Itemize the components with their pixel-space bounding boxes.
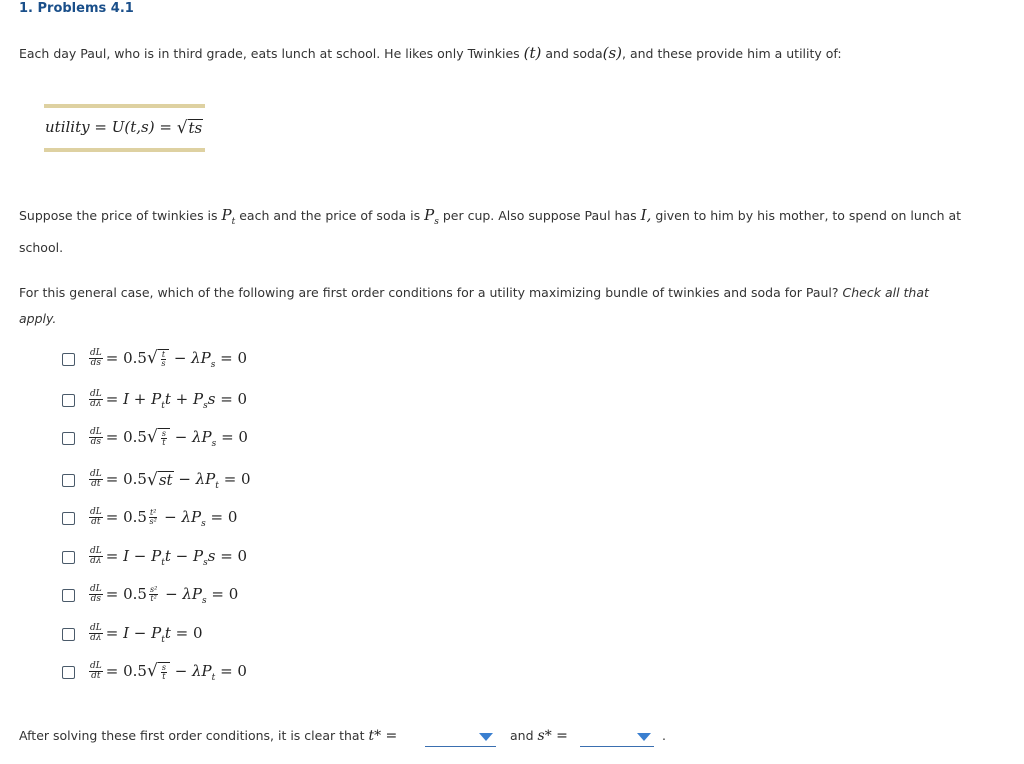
option-checkbox[interactable] bbox=[62, 432, 75, 445]
option-checkbox[interactable] bbox=[62, 551, 75, 564]
chevron-down-icon bbox=[637, 733, 651, 741]
option-label: $\frac{dL}{d\lambda}$ = $I - P_tt = 0$ bbox=[90, 623, 203, 645]
t-star-label: t* = bbox=[368, 728, 398, 744]
price-paragraph bbox=[19, 202, 1014, 261]
s-star-label: s* = bbox=[537, 728, 568, 744]
price-text-2: each and the price of soda is bbox=[239, 208, 421, 223]
option-label: $\frac{dL}{ds}$ = 0.5 $\frac{\text{s²}}{\text{t²}}$ − $\lambda P_s = 0$ bbox=[90, 584, 239, 606]
problem-heading: 1. Problems 4.1 bbox=[19, 1, 134, 16]
t-star-dropdown[interactable] bbox=[425, 728, 496, 747]
option-label: $\frac{dL}{ds}$ = 0.5 √ $\frac{s}{t}$ − $\lambda P_s = 0$ bbox=[90, 427, 248, 449]
option-label: $\frac{dL}{ds}$ = 0.5 √ $\frac{t}{s}$ − $\lambda P_s = 0$ bbox=[90, 348, 248, 370]
question-instruction-2: apply. bbox=[19, 311, 57, 326]
option-7[interactable] bbox=[62, 582, 238, 608]
option-label: $\frac{dL}{dt}$ = 0.5 √ st − $\lambda P_t = 0$ bbox=[90, 469, 251, 491]
intro-paragraph bbox=[19, 44, 842, 62]
conclusion-text: After solving these first order conditions, it is clear that bbox=[19, 728, 365, 743]
question-text: For this general case, which of the following are first order conditions for a utility maximizing bundle of twinkies and soda for Paul? bbox=[19, 285, 839, 300]
option-1[interactable] bbox=[62, 346, 247, 372]
utility-equation-render: utility = U(t,s) = √ ts bbox=[45, 118, 203, 138]
option-label: $\frac{dL}{dt}$ = 0.5 √ $\frac{s}{t}$ − $\lambda P_t = 0$ bbox=[90, 661, 247, 683]
question-paragraph bbox=[19, 280, 1009, 332]
option-checkbox[interactable] bbox=[62, 512, 75, 525]
price-text-1: Suppose the price of twinkies is bbox=[19, 208, 218, 223]
chevron-down-icon bbox=[479, 733, 493, 741]
price-soda-var: $P_s$ bbox=[424, 206, 439, 227]
option-label: $\frac{dL}{d\lambda}$ = $I + P_tt + P_ss = 0$ bbox=[90, 389, 248, 411]
twinkie-variable: (t) bbox=[523, 44, 542, 62]
option-9[interactable] bbox=[62, 659, 247, 685]
option-checkbox[interactable] bbox=[62, 666, 75, 679]
and-text: and bbox=[510, 728, 534, 743]
option-checkbox[interactable] bbox=[62, 628, 75, 641]
option-6[interactable] bbox=[62, 544, 247, 570]
price-text-4: given to him by his mother, to spend on lunch at bbox=[655, 208, 962, 223]
conclusion-period: . bbox=[662, 728, 666, 743]
option-label: $\frac{dL}{dt}$ = 0.5 $\frac{\text{t²}}{\text{s²}}$ − $\lambda P_s = 0$ bbox=[90, 507, 238, 529]
question-instruction: Check all that bbox=[842, 285, 929, 300]
equation-top-bar bbox=[44, 104, 205, 108]
option-8[interactable] bbox=[62, 621, 203, 647]
utility-equation-box bbox=[44, 104, 205, 152]
option-3[interactable] bbox=[62, 425, 248, 451]
option-checkbox[interactable] bbox=[62, 353, 75, 366]
option-checkbox[interactable] bbox=[62, 589, 75, 602]
conclusion-and bbox=[510, 728, 568, 744]
income-var: I, bbox=[640, 206, 652, 224]
price-text-5: school. bbox=[19, 240, 64, 255]
option-4[interactable] bbox=[62, 467, 251, 493]
equation-bottom-bar bbox=[44, 148, 205, 152]
price-text-3: per cup. Also suppose Paul has bbox=[442, 208, 637, 223]
option-checkbox[interactable] bbox=[62, 394, 75, 407]
option-5[interactable] bbox=[62, 505, 237, 531]
price-twinkie-var: $P_t$ bbox=[221, 206, 236, 227]
conclusion-line bbox=[19, 728, 397, 744]
option-2[interactable] bbox=[62, 387, 247, 413]
soda-variable: (s) bbox=[602, 44, 623, 62]
utility-equation bbox=[45, 118, 203, 137]
intro-text-1: Each day Paul, who is in third grade, eats lunch at school. He likes only Twinkies bbox=[19, 46, 520, 61]
intro-text-3: , and these provide him a utility of: bbox=[622, 46, 842, 61]
option-label: $\frac{dL}{d\lambda}$ = $I - P_tt - P_ss = 0$ bbox=[90, 546, 248, 568]
s-star-dropdown[interactable] bbox=[580, 728, 654, 747]
intro-text-2: and soda bbox=[545, 46, 603, 61]
option-checkbox[interactable] bbox=[62, 474, 75, 487]
